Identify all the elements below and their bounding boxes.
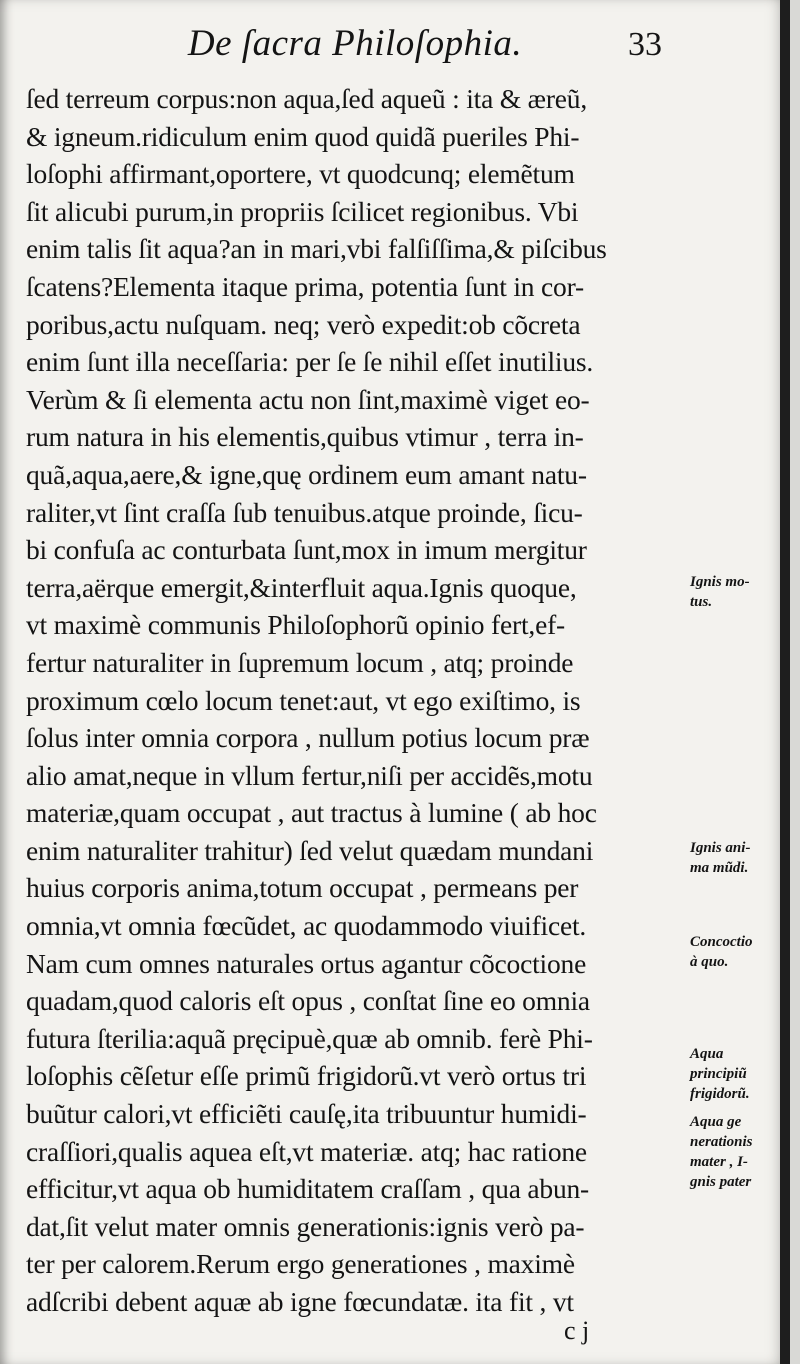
text-line: enim ſunt illa neceſſaria: per ſe ſe nihil eſſet inutilius. (26, 346, 594, 378)
page-number: 33 (628, 26, 662, 63)
text-line: rum natura in his elementis,quibus vtimur , terra in- (26, 421, 584, 453)
text-line: huius corporis anima,totum occupat , permeans per (26, 872, 579, 904)
text-line: enim naturaliter trahitur) ſed velut quædam mundani (26, 834, 594, 866)
text-line: vt maximè communis Philoſophorũ opinio fert,ef- (26, 609, 565, 641)
text-line: terra,aërque emergit,&interfluit aqua.Ignis quoque, (26, 571, 577, 603)
text-line: efficitur,vt aqua ob humiditatem craſſam , qua abun- (26, 1173, 590, 1205)
text-line: loſophi affirmant,oportere, vt quodcunq; elemẽtum (26, 158, 575, 190)
text-line: enim talis ſit aqua?an in mari,vbi falſiſſima,& piſcibus (26, 233, 607, 265)
text-line: raliter,vt ſint craſſa ſub tenuibus.atque proinde, ſicu- (26, 496, 583, 528)
text-line: quã,aqua,aere,& igne,quę ordinem eum amant natu- (26, 458, 587, 490)
text-line: dat,ſit velut mater omnis generationis:ignis verò pa- (26, 1210, 585, 1242)
running-title: De ſacra Philoſophia. (187, 23, 523, 64)
text-line: buũtur calori,vt efficiẽti cauſę,ita tribuuntur humidi- (26, 1098, 587, 1130)
text-line: bi confuſa ac conturbata ſunt,mox in imum mergitur (26, 534, 587, 566)
text-line: loſophis cẽſetur eſſe primũ frigidorũ.vt verò ortus tri (26, 1060, 587, 1092)
text-line: ſcatens?Elementa itaque prima, potentia ſunt in cor- (26, 270, 584, 302)
margin-note-concoctio: Concoctio à quo. (690, 934, 753, 970)
margin-note-ignis-motus: Ignis mo- tus. (690, 574, 750, 610)
margin-note-aqua-principium: Aqua principiũ frigidorũ. (690, 1046, 750, 1102)
text-line: poribus,actu nuſquam. neq; verò expedit:ob cõcreta (26, 308, 581, 340)
text-line: ſolus inter omnia corpora , nullum potius locum præ (26, 722, 590, 754)
text-line: ſed terreum corpus:non aqua,ſed aqueũ : ita & æreũ, (26, 83, 588, 114)
signature-mark: c j (564, 1316, 590, 1345)
text-line: craſſiori,qualis aquea eſt,vt materiæ. atq; hac ratione (26, 1135, 587, 1167)
text-line: ter per calorem.Rerum ergo generationes , maximè (26, 1248, 575, 1280)
text-line: Verùm & ſi elementa actu non ſint,maximè viget eo- (26, 383, 590, 415)
margin-note-ignis-anima: Ignis ani- ma mũdi. (690, 840, 751, 876)
text-line: materiæ,quam occupat , aut tractus à lumine ( ab hoc (26, 797, 597, 829)
text-line: Nam cum omnes naturales ortus agantur cõcoctione (26, 947, 587, 979)
text-line: proximum cœlo locum tenet:aut, vt ego exiſtimo, is (26, 684, 581, 716)
text-line: quadam,quod caloris eſt opus , conſtat ſine eo omnia (26, 985, 590, 1017)
body-text (26, 80, 686, 1321)
text-line: fertur naturaliter in ſupremum locum , atq; proinde (26, 646, 574, 678)
text-line: ſit alicubi purum,in propriis ſcilicet regionibus. Vbi (26, 195, 579, 227)
text-line: alio amat,neque in vllum fertur,niſi per accidẽs,motu (26, 759, 593, 791)
page-edge-shadow (780, 0, 790, 1364)
text-line: futura ſterilia:aquã pręcipuè,quæ ab omnib. ferè Phi- (26, 1022, 593, 1054)
text-line: omnia,vt omnia fœcũdet, ac quodammodo viuificet. (26, 910, 587, 942)
text-line: & igneum.ridiculum enim quod quidã pueriles Phi- (26, 120, 580, 152)
margin-note-aqua-mater: Aqua ge nerationis mater , I- gnis pater (690, 1114, 753, 1190)
text-line: adſcribi debent aquæ ab igne fœcundatæ. ita fit , vt (26, 1286, 574, 1317)
